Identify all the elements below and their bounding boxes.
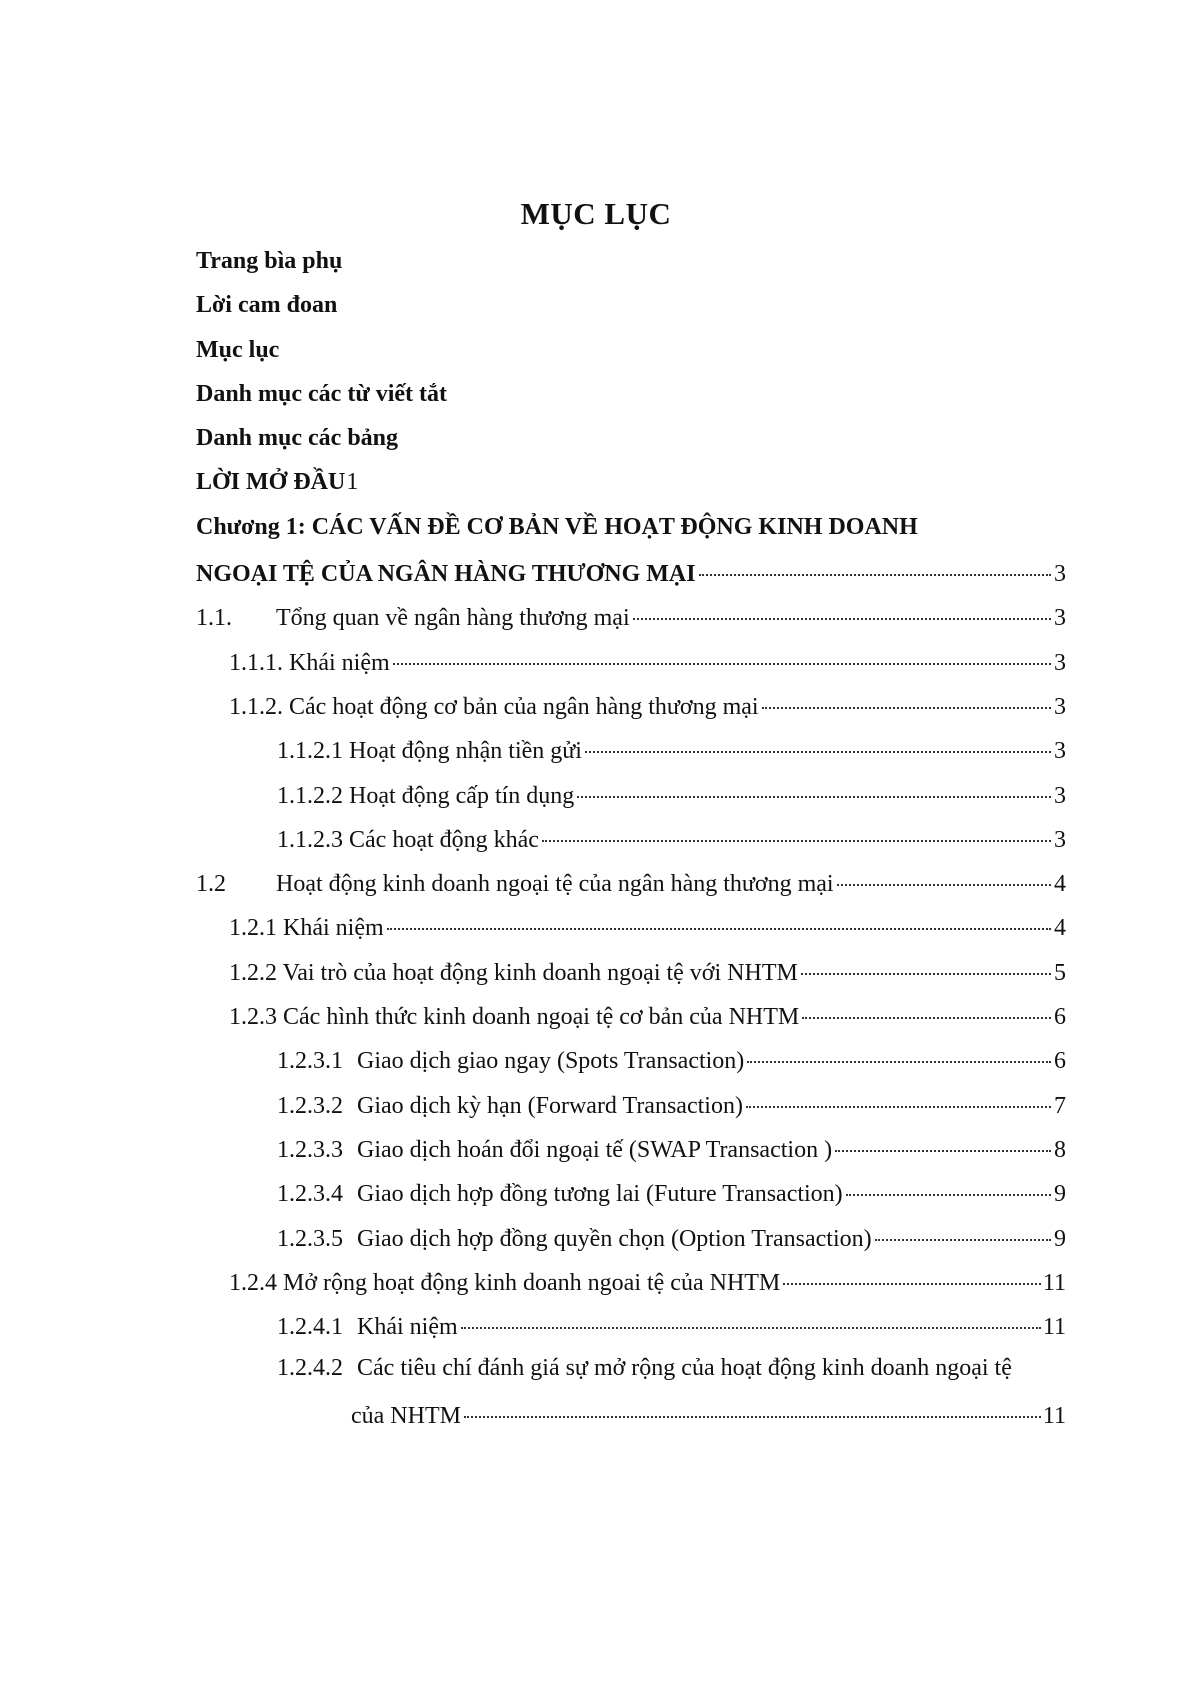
dot-leader <box>835 1133 1051 1157</box>
toc-entry-number: 1.2.3.3 <box>277 1136 343 1163</box>
toc-entry-number: 1.2.3.2 <box>277 1092 343 1119</box>
toc-entry <box>196 424 1066 468</box>
dot-leader <box>577 779 1051 803</box>
toc-entry-text: Hoạt động kinh doanh ngoại tệ của ngân hàng thương mại <box>276 871 834 898</box>
toc-entry-text: 1.1.1. Khái niệm <box>229 649 390 676</box>
toc-page-number: 3 <box>1054 826 1066 853</box>
toc-entry <box>196 601 1066 645</box>
toc-entry-text: Giao dịch kỳ hạn (Forward Transaction) <box>357 1092 743 1119</box>
toc-entry-text: Tổng quan về ngân hàng thương mại <box>276 605 630 632</box>
toc-entry <box>196 1222 1066 1266</box>
toc-entry <box>196 468 1066 512</box>
toc-entry <box>196 1000 1066 1044</box>
toc-entry-number: 1.2.3.5 <box>277 1225 343 1252</box>
toc-page-number: 3 <box>1054 738 1066 765</box>
toc-entry <box>196 779 1066 823</box>
toc-entry <box>196 1266 1066 1310</box>
toc-entry-text: 1.2.2 Vai trò của hoạt động kinh doanh ngoại tệ với NHTM <box>229 959 798 986</box>
toc-entry <box>196 291 1066 335</box>
toc-entry <box>196 646 1066 690</box>
toc-entry <box>196 1354 1066 1398</box>
toc-page-number: 3 <box>1054 693 1066 720</box>
toc-entry-text: 1.1.2.1 Hoạt động nhận tiền gửi <box>277 738 582 765</box>
toc-entry-text: Giao dịch hợp đồng quyền chọn (Option Transaction) <box>357 1225 872 1252</box>
toc-entry-text: Mục lục <box>196 336 280 363</box>
toc-entry <box>196 823 1066 867</box>
toc-entry-text: 1.1.2. Các hoạt động cơ bản của ngân hàng thương mại <box>229 693 759 720</box>
toc-entry-text: Giao dịch hợp đồng tương lai (Future Transaction) <box>357 1181 843 1208</box>
toc-page-number: 6 <box>1054 1004 1066 1031</box>
toc-entry <box>196 1089 1066 1133</box>
table-of-contents <box>196 247 1066 1443</box>
toc-entry-number: 1.2.3.1 <box>277 1048 343 1075</box>
toc-page-number: 8 <box>1054 1136 1066 1163</box>
toc-entry-text: LỜI MỞ ĐẦU <box>196 469 346 496</box>
toc-entry-text: Chương 1: CÁC VẤN ĐỀ CƠ BẢN VỀ HOẠT ĐỘNG KINH DOANH <box>196 513 918 540</box>
toc-page-number: 9 <box>1054 1225 1066 1252</box>
toc-entry <box>196 336 1066 380</box>
toc-entry-number: 1.2.4.1 <box>277 1314 343 1341</box>
toc-entry-text: 1.1.2.2 Hoạt động cấp tín dụng <box>277 782 575 809</box>
dot-leader <box>585 734 1051 758</box>
dot-leader <box>747 1044 1051 1068</box>
toc-entry <box>196 513 1066 557</box>
dot-leader <box>633 601 1051 625</box>
toc-entry <box>196 380 1066 424</box>
toc-page-number: 3 <box>1054 561 1066 588</box>
toc-entry-text: Danh mục các từ viết tắt <box>196 380 448 407</box>
toc-entry-number: 1.1. <box>196 605 232 632</box>
dot-leader <box>783 1266 1041 1290</box>
dot-leader <box>762 690 1051 714</box>
toc-entry-number: 1.2.4.2 <box>277 1355 343 1382</box>
toc-entry <box>196 867 1066 911</box>
dot-leader <box>542 823 1051 847</box>
toc-entry <box>196 911 1066 955</box>
toc-entry-text: Danh mục các bảng <box>196 425 399 452</box>
toc-entry <box>196 1133 1066 1177</box>
toc-page-number: 5 <box>1054 959 1066 986</box>
toc-entry-text: Các tiêu chí đánh giá sự mở rộng của hoạt động kinh doanh ngoại tệ <box>357 1355 1012 1382</box>
dot-leader <box>461 1310 1041 1334</box>
toc-entry-text: Khái niệm <box>357 1314 458 1341</box>
toc-page-number: 3 <box>1054 605 1066 632</box>
toc-entry-text: của NHTM <box>351 1402 461 1429</box>
toc-page-number: 3 <box>1054 649 1066 676</box>
dot-leader <box>387 911 1051 935</box>
dot-leader <box>464 1399 1041 1423</box>
toc-page-number: 3 <box>1054 782 1066 809</box>
toc-entry <box>196 1177 1066 1221</box>
toc-page-number: 6 <box>1054 1048 1066 1075</box>
toc-entry-continuation <box>196 1399 1066 1443</box>
toc-entry-text: 1.2.1 Khái niệm <box>229 915 384 942</box>
toc-entry <box>196 247 1066 291</box>
toc-page-number: 11 <box>1042 1314 1066 1341</box>
toc-title: MỤC LỤC <box>520 196 672 231</box>
dot-leader <box>746 1089 1051 1113</box>
toc-entry <box>196 690 1066 734</box>
toc-page-number: 9 <box>1054 1181 1066 1208</box>
dot-leader <box>393 646 1051 670</box>
toc-page-number: 7 <box>1054 1092 1066 1119</box>
toc-entry <box>196 1044 1066 1088</box>
toc-entry <box>196 734 1066 778</box>
toc-entry-text: Giao dịch giao ngay (Spots Transaction) <box>357 1048 745 1075</box>
dot-leader <box>875 1222 1051 1246</box>
dot-leader <box>837 867 1051 891</box>
toc-entry <box>196 1310 1066 1354</box>
toc-entry-text: Trang bìa phụ <box>196 248 343 274</box>
toc-entry-text: 1.1.2.3 Các hoạt động khác <box>277 826 539 853</box>
toc-entry-text: Lời cam đoan <box>196 292 338 319</box>
dot-leader <box>846 1177 1051 1201</box>
toc-entry-text: 1.2.4 Mở rộng hoạt động kinh doanh ngoai tệ của NHTM <box>229 1269 781 1296</box>
toc-page-number: 4 <box>1054 871 1066 898</box>
toc-entry-text: Giao dịch hoán đổi ngoại tế (SWAP Transaction ) <box>357 1136 833 1163</box>
toc-entry <box>196 956 1066 1000</box>
toc-entry-number: 1.2 <box>196 871 226 898</box>
toc-page-number: 11 <box>1042 1402 1066 1429</box>
toc-entry-text: 1.2.3 Các hình thức kinh doanh ngoại tệ cơ bản của NHTM <box>229 1004 800 1031</box>
toc-page-number: 4 <box>1054 915 1066 942</box>
dot-leader <box>801 956 1051 980</box>
dot-leader <box>699 557 1051 581</box>
toc-entry-text: NGOẠI TỆ CỦA NGÂN HÀNG THƯƠNG MẠI <box>196 561 696 588</box>
dot-leader <box>802 1000 1051 1024</box>
toc-entry-number: 1.2.3.4 <box>277 1181 343 1208</box>
toc-page-number: 1 <box>346 469 359 496</box>
toc-page-number: 11 <box>1042 1269 1066 1296</box>
toc-entry <box>196 557 1066 601</box>
